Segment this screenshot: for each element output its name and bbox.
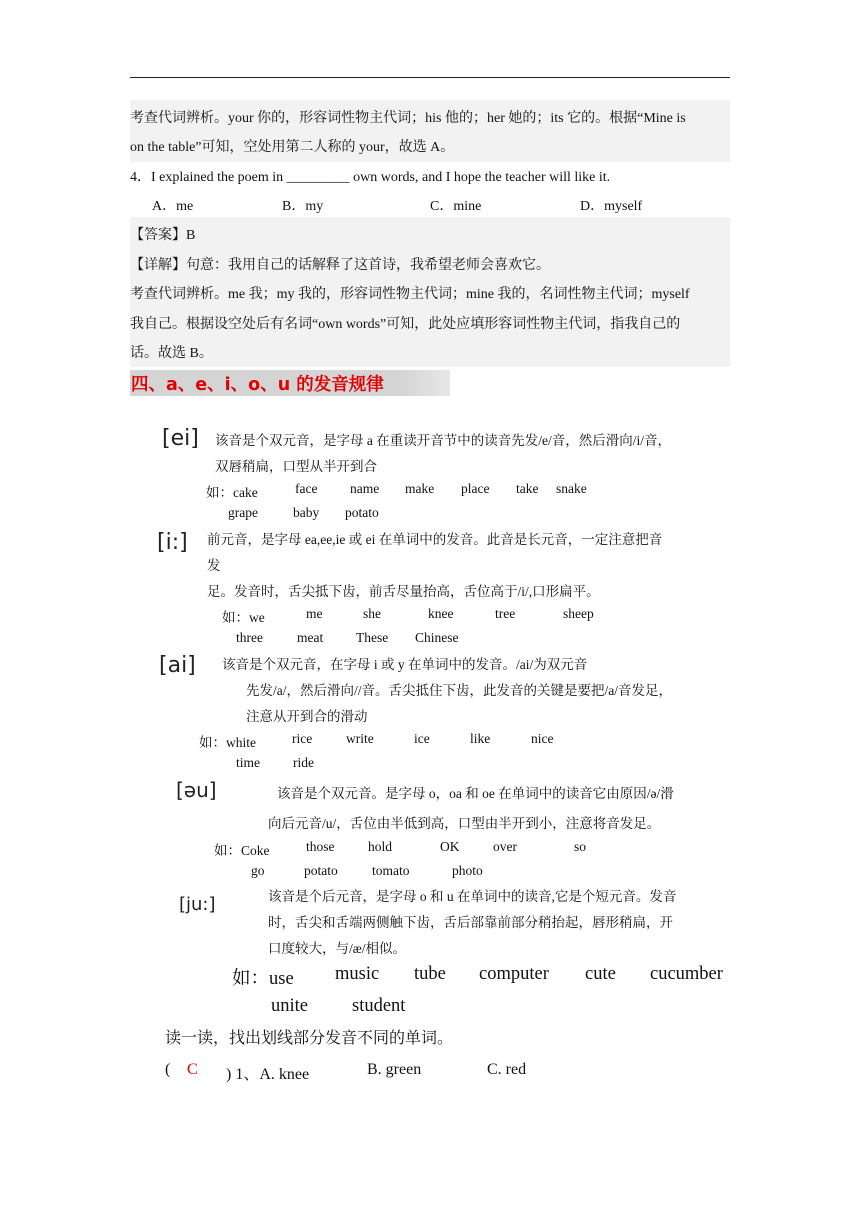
i-long-description-line-3: 足。发音时，舌尖抵下齿，前舌尽量抬高，舌位高于/i/,口形扁平。 (207, 584, 600, 599)
ei-description-line-1: 该音是个双元音，是字母 a 在重读开音节中的读音先发/e/音，然后滑向/i/音， (215, 433, 671, 448)
ou-example: OK (440, 839, 460, 854)
ju-description-line-1: 该音是个后元音，是字母 o 和 u 在单词中的读音,它是个短元音。发音 (268, 889, 677, 904)
i-long-example: sheep (563, 606, 594, 621)
exercise-item-1: ) 1、A. knee (226, 1066, 310, 1083)
i-long-example: three (236, 630, 263, 645)
ou-description-line-1: 该音是个双元音。是字母 o，oa 和 oe 在单词中的读音它由原因/ə/滑 (277, 786, 674, 801)
ai-description-line-2: 先发/a/，然后滑向//音。舌尖抵住下齿，此发音的关键是要把/a/音发足， (246, 683, 672, 698)
exercise-answer: C (187, 1061, 198, 1078)
phonetic-symbol-ai: [ai] (159, 653, 196, 678)
exercise-option-b: B. green (367, 1061, 422, 1078)
ou-example: go (251, 863, 265, 878)
answer-analysis-line-1: 考查代词辨析。me 我；my 我的，形容词性物主代词；mine 我的，名词性物主代词；myself (130, 287, 690, 302)
ei-example: place (461, 481, 490, 496)
ei-example: potato (345, 505, 379, 520)
answer-analysis-line-3: 话。故选 B。 (130, 346, 213, 361)
phonetic-symbol-ei: [ei] (162, 426, 199, 451)
i-long-example: Chinese (415, 630, 459, 645)
i-long-example: meat (297, 630, 324, 645)
i-long-example: me (306, 606, 323, 621)
ou-description-line-2: 向后元音/u/，舌位由半低到高，口型由半开到小，注意将音发足。 (268, 816, 661, 831)
header-rule (130, 77, 730, 78)
i-long-example: These (356, 630, 389, 645)
ai-example: ice (414, 731, 430, 746)
i-long-example: she (363, 606, 381, 621)
exercise-instruction: 读一读，找出划线部分发音不同的单词。 (165, 1030, 454, 1047)
ai-description-line-3: 注意从开到合的滑动 (246, 709, 368, 724)
ei-example: make (405, 481, 435, 496)
phonetic-symbol-i-long: [i:] (157, 530, 188, 555)
ou-example: tomato (372, 863, 410, 878)
ju-description-line-2: 时，舌尖和舌端两侧触下齿，舌后部靠前部分稍抬起，唇形稍扁，开 (268, 915, 673, 930)
exercise-open-paren: ( (165, 1061, 171, 1078)
ei-example: take (516, 481, 539, 496)
ou-example: those (306, 839, 335, 854)
explanation-line-2: on the table”可知，空处用第二人称的 your，故选 A。 (130, 140, 455, 155)
i-long-description-line-2: 发 (207, 558, 221, 573)
answer-detail: 【详解】句意：我用自己的话解释了这首诗，我希望老师会喜欢它。 (130, 258, 550, 273)
question-4-option-a: A．me (152, 199, 194, 214)
ai-example: write (346, 731, 374, 746)
i-long-example: knee (428, 606, 454, 621)
ju-example: music (335, 964, 380, 984)
ju-example: student (352, 996, 406, 1016)
ei-description-line-2: 双唇稍扁，口型从半开到合 (215, 459, 377, 474)
i-long-description-line-1: 前元音，是字母 ea,ee,ie 或 ei 在单词中的发音。此音是长元音，一定注意把音 (207, 532, 663, 547)
explanation-line-1: 考查代词辨析。your 你的，形容词性物主代词；his 他的；her 她的；its 它的。根据“Mine is (130, 111, 686, 126)
i-long-example: 如：we (222, 610, 265, 625)
ai-example: rice (292, 731, 313, 746)
answer-analysis-line-2: 我自己。根据设空处后有名词“own words”可知，此处应填形容词性物主代词，指我自己的 (130, 317, 681, 332)
ju-example: cucumber (650, 964, 723, 984)
ai-description-line-1: 该音是个双元音，在字母 i 或 y 在单词中的发音。/ai/为双元音 (222, 657, 588, 672)
question-4-option-b: B．my (282, 199, 324, 214)
ei-example: baby (293, 505, 320, 520)
ju-example: tube (414, 964, 446, 984)
ei-example: 如：cake (206, 485, 258, 500)
ai-example: time (236, 755, 260, 770)
ei-example: face (295, 481, 318, 496)
question-4-option-d: D．myself (580, 199, 643, 214)
phonetic-symbol-ju-long: [ju:] (179, 894, 216, 915)
ai-example: like (470, 731, 491, 746)
ju-example: computer (479, 964, 549, 984)
ou-example: over (493, 839, 517, 854)
phonetic-symbol-ou: [əu] (176, 778, 217, 802)
ou-example: photo (452, 863, 483, 878)
i-long-example: tree (495, 606, 516, 621)
question-4-stem: 4．I explained the poem in _________ own words, and I hope the teacher will like it. (130, 170, 611, 185)
ai-example: ride (293, 755, 314, 770)
ou-example: potato (304, 863, 338, 878)
ai-example: nice (531, 731, 554, 746)
question-4-option-c: C．mine (430, 199, 482, 214)
section-heading: 四、a、e、i、o、u 的发音规律 (131, 375, 384, 395)
ju-example: cute (585, 964, 616, 984)
ai-example: 如：white (199, 735, 256, 750)
ei-example: name (350, 481, 380, 496)
ei-example: grape (228, 505, 258, 520)
ou-example: 如：Coke (214, 843, 270, 858)
ou-example: so (574, 839, 587, 854)
ju-description-line-3: 口度较大，与/æ/相似。 (268, 941, 407, 956)
answer-label: 【答案】B (130, 228, 196, 243)
ei-example: snake (556, 481, 587, 496)
ou-example: hold (368, 839, 393, 854)
ju-example: unite (271, 996, 308, 1016)
exercise-option-c: C. red (487, 1061, 527, 1078)
ju-example: 如：use (232, 969, 294, 989)
